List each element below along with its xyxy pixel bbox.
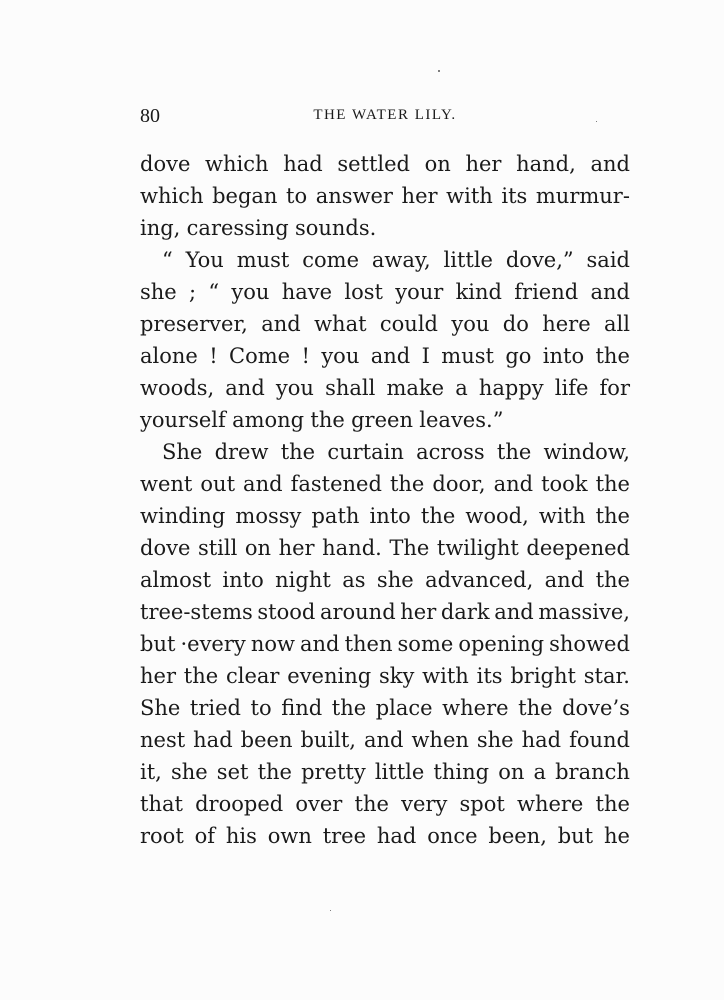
text-line: root of his own tree had once been, but he bbox=[140, 824, 630, 848]
text-line: her the clear evening sky with its bright star. bbox=[140, 664, 630, 688]
text-line: went out and fastened the door, and took the bbox=[140, 472, 630, 496]
paper-speck bbox=[596, 121, 597, 122]
paper-speck bbox=[438, 70, 440, 72]
text-line: which began to answer her with its murmur- bbox=[140, 184, 630, 208]
text-line: dove which had settled on her hand, and bbox=[140, 152, 630, 176]
page-number: 80 bbox=[140, 105, 160, 127]
text-line: she ; “ you have lost your kind friend and bbox=[140, 280, 630, 304]
page-header bbox=[140, 105, 630, 131]
text-line: alone ! Come ! you and I must go into the bbox=[140, 344, 630, 368]
text-line: She tried to find the place where the dove’s bbox=[140, 696, 630, 720]
text-line: it, she set the pretty little thing on a branch bbox=[140, 760, 630, 784]
text-line: nest had been built, and when she had found bbox=[140, 728, 630, 752]
text-line: preserver, and what could you do here all bbox=[140, 312, 630, 336]
paper-speck bbox=[330, 910, 331, 911]
text-line: dove still on her hand. The twilight deepened bbox=[140, 536, 630, 560]
text-line: winding mossy path into the wood, with the bbox=[140, 504, 630, 528]
text-line: ing, caressing sounds. bbox=[140, 216, 377, 240]
text-line: that drooped over the very spot where the bbox=[140, 792, 630, 816]
text-line: She drew the curtain across the window, bbox=[162, 440, 630, 464]
text-line: yourself among the green leaves.” bbox=[140, 408, 504, 432]
text-line: woods, and you shall make a happy life for bbox=[140, 376, 630, 400]
body-text bbox=[140, 148, 630, 852]
text-line: but ·every now and then some opening showed bbox=[140, 632, 630, 656]
running-head: THE WATER LILY. bbox=[313, 107, 457, 123]
text-line: almost into night as she advanced, and the bbox=[140, 568, 630, 592]
text-line: tree-stems stood around her dark and massive, bbox=[140, 600, 630, 624]
text-line: “ You must come away, little dove,” said bbox=[162, 248, 630, 272]
